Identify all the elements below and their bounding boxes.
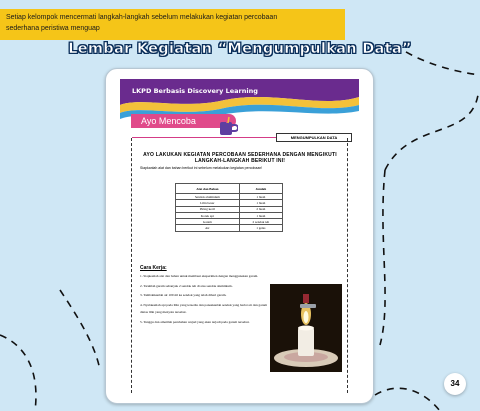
list-item: 2. Taruhlah garam sebanyak 2 sendok teh di atas sendok aluminium. [140,283,233,288]
candle-image [270,284,342,372]
page-number-badge: 34 [444,373,466,395]
stage-tag: MENGUMPULKAN DATA [276,133,352,142]
instruction-line-2: sederhana peristiwa menguap [6,25,100,32]
left-border-dashes [131,138,132,393]
section-label: Ayo Mencoba [131,114,236,128]
list-item: 1. Siapkanlah alat dan bahan untuk membuat eksperimen dengan menggunakan garam. [140,274,259,278]
candle-photo [270,284,342,372]
table-cell: 2 sendok teh [239,219,282,225]
steps-list [140,273,268,329]
page-title: Lembar Kegiatan “Mengumpulkan Data” [68,41,412,57]
table-cell: Korek api [176,212,240,218]
worksheet-document [120,79,359,397]
activity-subheading: Siapkanlah alat dan bahan berikut ini sebelum melakukan kegiatan percobaan! [140,166,263,170]
steps-title: Cara Kerja: [140,265,167,271]
right-border-dashes [347,138,348,393]
table-cell: Sendok aluminium [176,194,240,200]
mug-illustration-icon [216,115,238,137]
table-cell: 1 buah [239,212,282,218]
list-item: 3. Tambahkanlah air 100 ml ke sendok yang telah diberi garam. [140,293,227,298]
table-cell: 1 buah [239,200,282,206]
table-cell: Garam [176,219,240,225]
list-item: 5. Tunggu dan amatilah perubahan wujud yang akan terjadi pada garam tersebut. [140,319,250,324]
table-row [176,225,283,231]
activity-heading: AYO LAKUKAN KEGIATAN PERCOBAAN SEDERHANA DENGAN MENGIKUTI LANGKAH-LANGKAH BERIKUT INI! [143,152,337,164]
table-cell: Lilin besar [176,200,240,206]
table-cell: 1 gelas [239,225,282,231]
table-cell: Piring kecil [176,206,240,212]
instruction-line-1: Setiap kelompok mencermati langkah-langkah sebelum melakukan kegiatan percobaan [6,14,278,21]
table-cell: 1 buah [239,194,282,200]
tag-connector-line [132,137,276,138]
materials-table [175,183,283,232]
table-cell: Air [176,225,240,231]
instruction-banner [0,9,345,40]
table-header-row [176,184,283,194]
table-cell: 2 buah [239,206,282,212]
table-header: Jumlah [239,184,282,194]
worksheet-header-title: LKPD Berbasis Discovery Learning [132,87,258,95]
table-header: Alat dan Bahan [176,184,240,194]
list-item: 4. Nyalakanlah api pada lilin yang tersedia dan panaskanlah sendok yang berisi air dan garam diatas lilin yang menyala tersebut. [140,302,268,315]
